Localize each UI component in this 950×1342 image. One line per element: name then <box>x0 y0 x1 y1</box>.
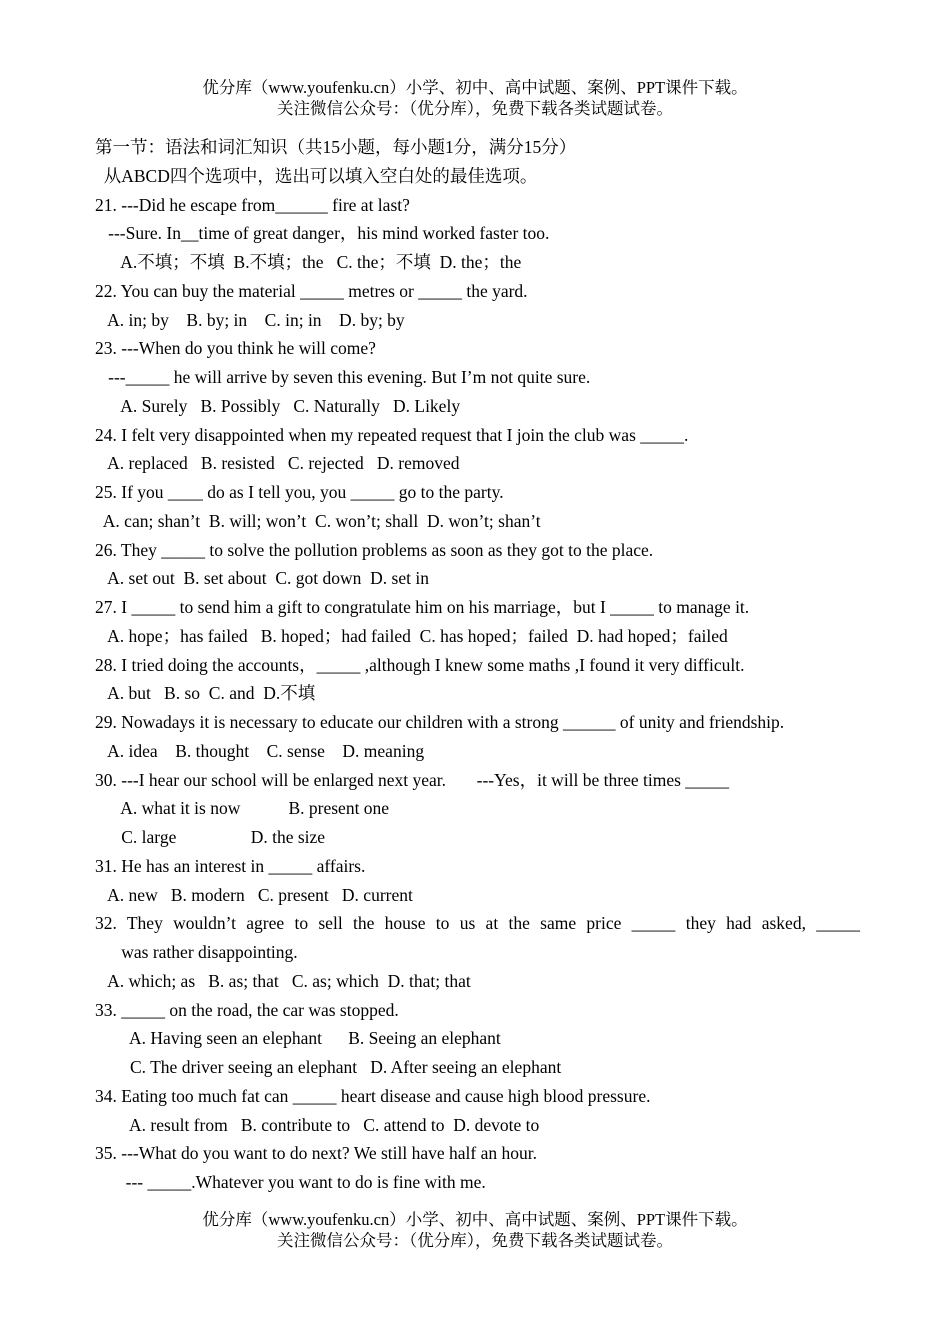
question-21-answer: ---Sure. In__time of great danger，his mind worked faster too. <box>95 223 550 244</box>
question-27: 27. I _____ to send him a gift to congratulate him on his marriage，but I _____ to manage it. <box>95 597 750 617</box>
question-33: 33. _____ on the road, the car was stopped. <box>95 999 399 1020</box>
question-33-options-cd: C. The driver seeing an elephant D. After seeing an elephant <box>95 1057 562 1077</box>
question-32-options: A. which; as B. as; that C. as; which D. that; that <box>95 970 471 991</box>
question-26: 26. They _____ to solve the pollution problems as soon as they got to the place. <box>95 539 654 560</box>
section-title: 第一节：语法和词汇知识（共15小题，每小题1分，满分15分） <box>95 137 577 157</box>
question-33-options-ab: A. Having seen an elephant B. Seeing an elephant <box>95 1028 501 1049</box>
question-23-options: A. Surely B. Possibly C. Naturally D. Likely <box>95 395 461 416</box>
question-21: 21. ---Did he escape from______ fire at last? <box>95 194 410 215</box>
question-29: 29. Nowadays it is necessary to educate our children with a strong ______ of unity and friendship. <box>95 712 785 732</box>
question-22: 22. You can buy the material _____ metres or _____ the yard. <box>95 280 528 301</box>
question-35-answer: --- _____.Whatever you want to do is fine with me. <box>95 1172 486 1192</box>
question-24: 24. I felt very disappointed when my repeated request that I join the club was _____. <box>95 424 689 445</box>
header-line-2: 关注微信公众号：（优分库），免费下载各类试题试卷。 <box>277 99 673 118</box>
footer-line-1: 优分库（www.youfenku.cn）小学、初中、高中试题、案例、PPT课件下载。 <box>202 1210 748 1229</box>
question-34: 34. Eating too much fat can _____ heart disease and cause high blood pressure. <box>95 1085 651 1106</box>
header-line-1: 优分库（www.youfenku.cn）小学、初中、高中试题、案例、PPT课件下载。 <box>202 78 748 97</box>
section-instruction: 从ABCD四个选项中，选出可以填入空白处的最佳选项。 <box>95 165 538 186</box>
question-35: 35. ---What do you want to do next? We still have half an hour. <box>95 1143 537 1164</box>
question-25: 25. If you ____ do as I tell you, you _____ go to the party. <box>95 482 504 502</box>
question-30-options-cd: C. large D. the size <box>95 827 326 847</box>
question-25-options: A. can; shan’t B. will; won’t C. won’t; shall D. won’t; shan’t <box>95 510 541 531</box>
question-32: 32. They wouldn’t agree to sell the house to us at the same price _____ they had asked, _____ <box>95 913 860 934</box>
question-34-options: A. result from B. contribute to C. attend to D. devote to <box>95 1114 540 1135</box>
question-23: 23. ---When do you think he will come? <box>95 338 376 359</box>
question-22-options: A. in; by B. by; in C. in; in D. by; by <box>95 309 405 330</box>
question-28-options: A. but B. so C. and D.不填 <box>95 683 316 704</box>
question-24-options: A. replaced B. resisted C. rejected D. removed <box>95 453 460 474</box>
question-30: 30. ---I hear our school will be enlarged next year. ---Yes，it will be three times _____ <box>95 769 730 790</box>
question-29-options: A. idea B. thought C. sense D. meaning <box>95 740 425 761</box>
question-26-options: A. set out B. set about C. got down D. set in <box>95 568 429 589</box>
question-31: 31. He has an interest in _____ affairs. <box>95 855 366 876</box>
footer-line-2: 关注微信公众号：（优分库），免费下载各类试题试卷。 <box>277 1231 673 1250</box>
question-27-options: A. hope；has failed B. hoped；had failed C. has hoped；failed D. had hoped；failed <box>95 625 728 646</box>
question-23-answer: ---_____ he will arrive by seven this evening. But I’m not quite sure. <box>95 367 591 387</box>
question-32-continued: was rather disappointing. <box>95 942 298 962</box>
question-21-options: A.不填；不填 B.不填；the C. the；不填 D. the；the <box>95 252 522 272</box>
question-28: 28. I tried doing the accounts，_____ ,although I knew some maths ,I found it very difficult. <box>95 654 745 675</box>
question-31-options: A. new B. modern C. present D. current <box>95 884 413 905</box>
question-30-options-ab: A. what it is now B. present one <box>95 798 390 819</box>
page-footer <box>0 1209 950 1251</box>
exam-content <box>95 133 860 1197</box>
page-header <box>0 77 950 119</box>
